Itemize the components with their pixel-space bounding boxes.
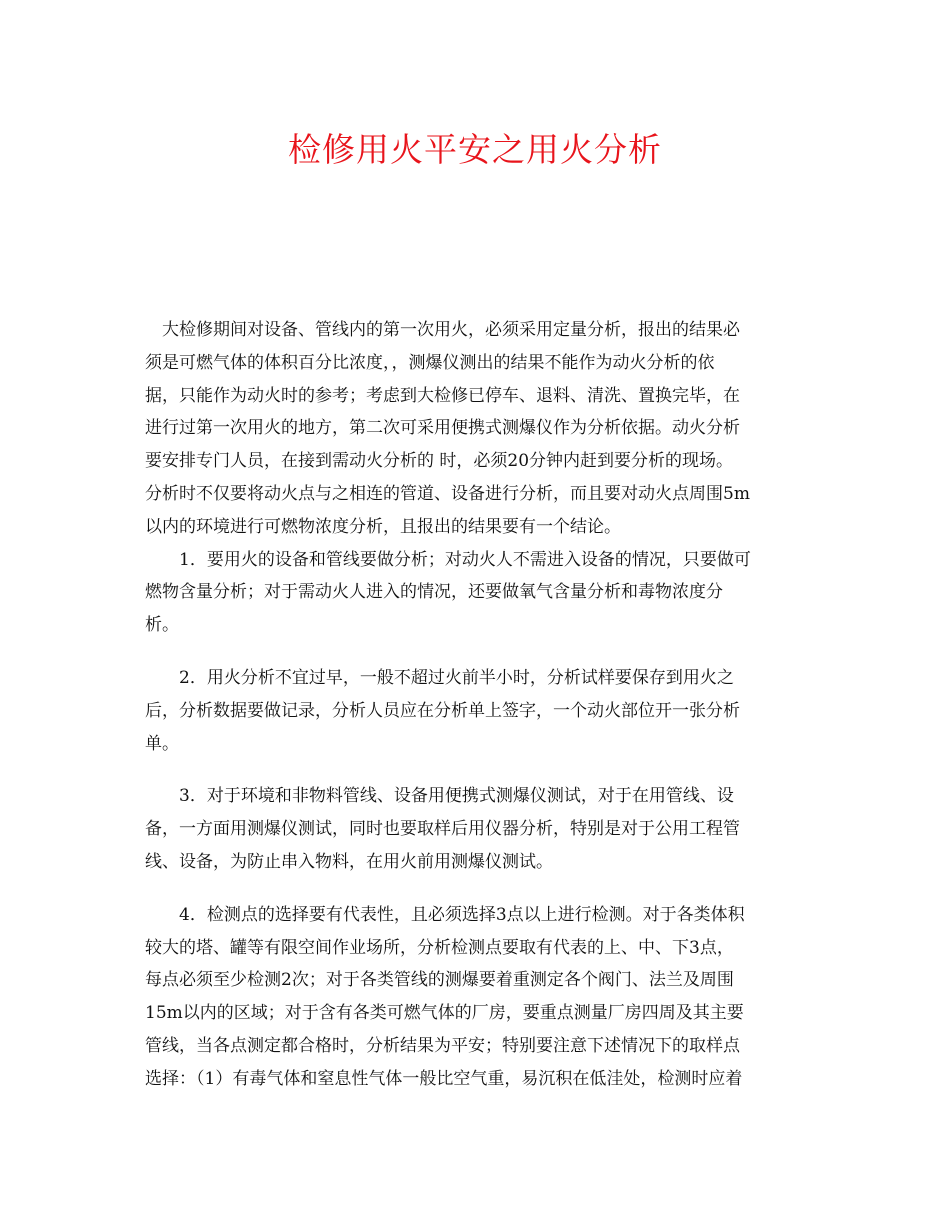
text-line: 以内的环境进行可燃物浓度分析，且报出的结果要有一个结论。: [145, 516, 621, 537]
text-line: 1．要用火的设备和管线要做分析；对动火人不需进入设备的情况，只要做可: [179, 549, 751, 570]
paragraph-item-4: [145, 899, 813, 1096]
paragraph-intro: [145, 314, 813, 544]
text-line: 析。: [145, 615, 179, 636]
document-title: 检修用火平安之用火分析: [288, 130, 662, 169]
text-line: 2．用火分析不宜过早，一般不超过火前半小时，分析试样要保存到用火之: [179, 667, 734, 688]
text-line: 大检修期间对设备、管线内的第一次用火，必须采用定量分析，报出的结果必: [162, 320, 740, 340]
text-line: 线、设备，为防止串入物料，在用火前用测爆仪测试。: [145, 851, 553, 872]
text-line: 备，一方面用测爆仪测试，同时也要取样后用仪器分析，特别是对于公用工程管: [145, 819, 740, 840]
text-line: 3．对于环境和非物料管线、设备用便携式测爆仪测试，对于在用管线、设: [179, 786, 734, 807]
text-line: 后，分析数据要做记录，分析人员应在分析单上签字，一个动火部位开一张分析: [145, 700, 740, 721]
text-line: 15m以内的区域；对于含有各类可燃气体的厂房，要重点测量厂房四周及其主要: [145, 1003, 744, 1024]
text-line: 4．检测点的选择要有代表性，且必须选择3点以上进行检测。对于各类体积: [179, 904, 745, 925]
text-line: 要安排专门人员，在接到需动火分析的 时，必须20分钟内赶到要分析的现场。: [145, 451, 734, 472]
text-line: 燃物含量分析；对于需动火人进入的情况，还要做氧气含量分析和毒物浓度分: [145, 582, 723, 603]
text-line: 分析时不仅要将动火点与之相连的管道、设备进行分析，而且要对动火点周围5m: [145, 483, 750, 504]
text-line: 选择：（1）有毒气体和窒息性气体一般比空气重，易沉积在低洼处，检测时应着: [145, 1068, 743, 1089]
text-line: 据，只能作为动火时的参考；考虑到大检修已停车、退料、清洗、置换完毕，在: [145, 385, 740, 406]
document-body: [145, 314, 813, 1096]
text-line: 管线，当各点测定都合格时，分析结果为平安；特别要注意下述情况下的取样点: [145, 1035, 740, 1056]
text-line: 须是可燃气体的体积百分比浓度，，测爆仪测出的结果不能作为动火分析的依: [145, 352, 715, 373]
text-line: 进行过第一次用火的地方，第二次可采用便携式测爆仪作为分析依据。动火分析: [145, 418, 740, 439]
text-line: 较大的塔、罐等有限空间作业场所，分析检测点要取有代表的上、中、下3点，: [145, 937, 734, 958]
paragraph-item-3: [145, 780, 813, 878]
text-line: 每点必须至少检测2次；对于各类管线的测爆要着重测定各个阀门、法兰及周围: [145, 970, 734, 991]
paragraph-item-1: [145, 544, 813, 642]
text-line: 单。: [145, 733, 179, 754]
paragraph-item-2: [145, 662, 813, 760]
paragraph-spacer: [145, 642, 813, 662]
paragraph-spacer: [145, 879, 813, 899]
paragraph-spacer: [145, 760, 813, 780]
